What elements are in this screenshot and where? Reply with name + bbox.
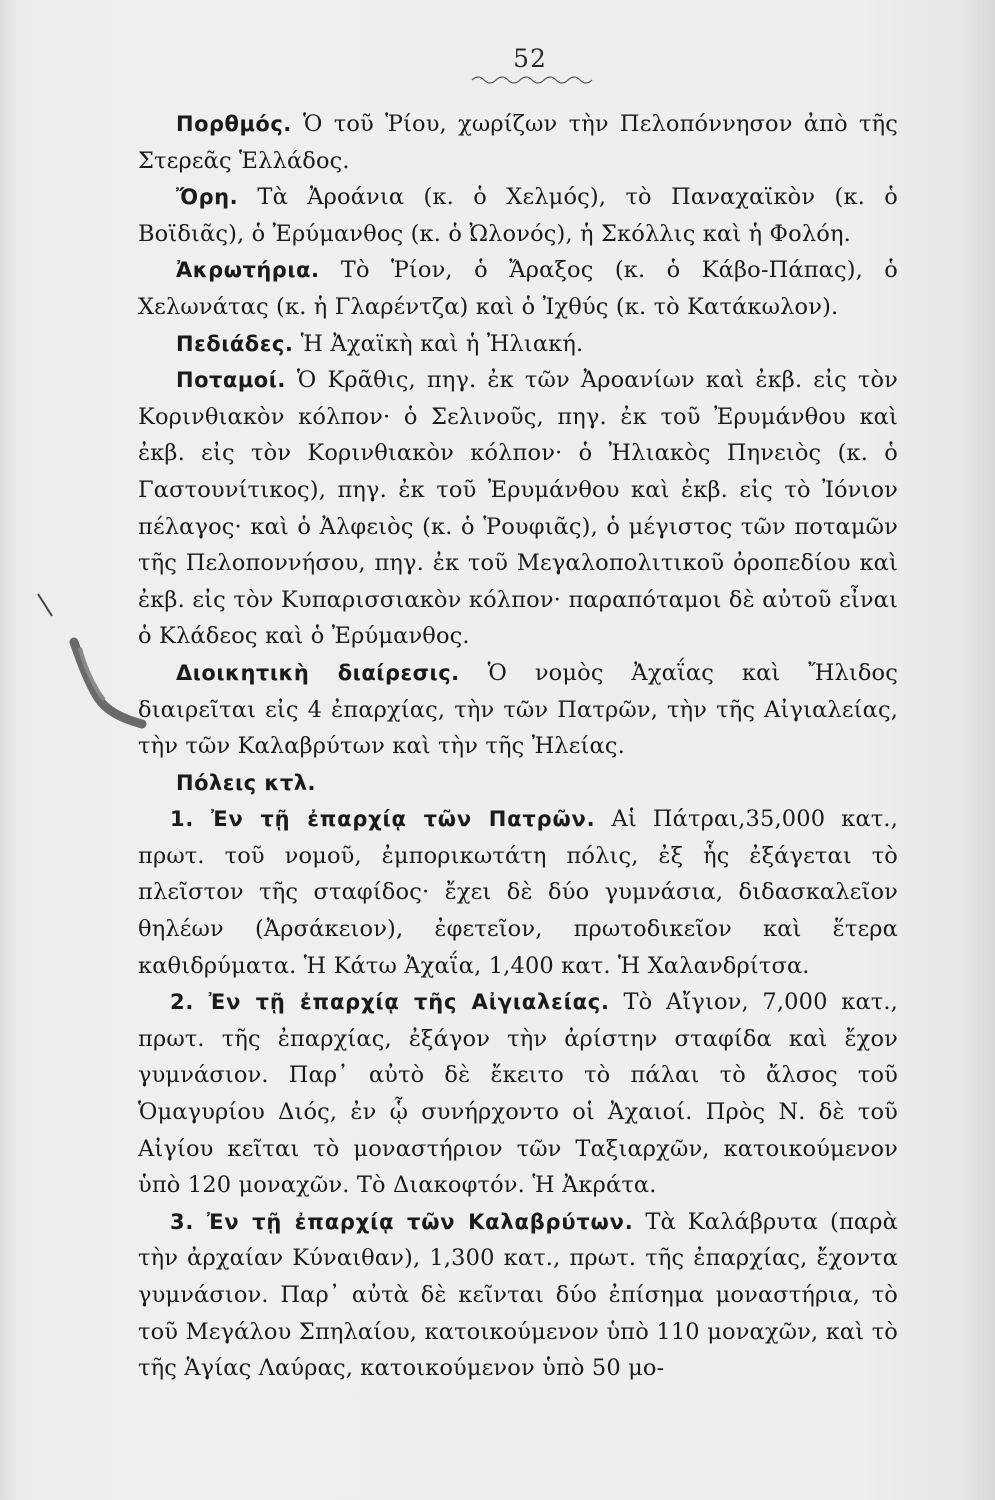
paragraph-section-2 [138, 984, 898, 1204]
text-potamoi: Ὁ Κρᾶθις, πηγ. ἐκ τῶν Ἀροανίων καὶ ἐκβ. εἰς τὸν Κορινθιακὸν κόλπον· ὁ Σελινοῦς, πηγ. ἐκ τοῦ Ἐρυμάνθου καὶ ἐκβ. εἰς τὸν Κορινθιακὸν κόλπον· ὁ Ἠλιακὸς Πηνειὸς (κ. ὁ Γαστουνίτικος), πηγ. ἐκ τοῦ Ἐρυμάνθου καὶ ἐκβ. εἰς τὸ Ἰόνιον πέλαγος· καὶ ὁ Ἀλφειὸς (κ. ὁ Ῥουφιᾶς), ὁ μέγιστος τῶν ποταμῶν τῆς Πελοποννήσου, πηγ. ἐκ τοῦ Μεγαλοπολιτικοῦ ὀροπεδίου καὶ ἐκβ. εἰς τὸν Κυπαρισσιακὸν κόλπον· παραπόταμοι δὲ αὐτοῦ εἶναι ὁ Κλάδεος καὶ ὁ Ἐρύμανθος. [138, 367, 898, 650]
page-text [138, 106, 898, 1387]
text-section-1: Αἱ Πάτραι,35,000 κατ., πρωτ. τοῦ νομοῦ, ἐμπορικωτάτη πόλις, ἐξ ἧς ἐξάγεται τὸ πλεῖστον τῆς σταφίδος· ἔχει δὲ δύο γυμνάσια, διδασκαλεῖον θηλέων (Ἀρσάκειον), ἐφετεῖον, πρωτοδικεῖον καὶ ἕτερα καθιδρύματα. Ἡ Κάτω Ἀχαΐα, 1,400 κατ. Ἡ Χαλανδρίτσα. [138, 806, 898, 979]
page-scratch-mark [30, 590, 150, 730]
heading-porthmos: Πορθμός. [176, 112, 292, 136]
text-dioikitiki: Ὁ νομὸς Ἀχαΐας καὶ Ἤλιδος διαιρεῖται εἰς 4 ἐπαρχίας, τὴν τῶν Πατρῶν, τὴν τῆς Αἰγιαλείας, τὴν τῶν Καλαβρύτων καὶ τὴν τῆς Ἠλείας. [138, 659, 898, 760]
heading-section-3: 3. Ἐν τῇ ἐπαρχίᾳ τῶν Καλαβρύτων. [170, 1209, 634, 1234]
text-akrotiria: Τὸ Ῥίον, ὁ Ἄραξος (κ. ὁ Κάβο-Πάπας), ὁ Χελωνάτας (κ. ἡ Γλαρέντζα) καὶ ὁ Ἰχθύς (κ. τὸ Κατάκωλον). [138, 257, 898, 320]
heading-potamoi: Ποταμοί. [176, 368, 286, 393]
paragraph-porthmos [138, 106, 898, 179]
wavy-rule-ornament [470, 72, 596, 86]
paragraph-akrotiria [138, 252, 898, 325]
heading-section-1: 1. Ἐν τῇ ἐπαρχίᾳ τῶν Πατρῶν. [170, 807, 596, 832]
paragraph-section-3 [138, 1204, 898, 1387]
heading-ori: Ὄρη. [176, 185, 239, 210]
text-pediades: Ἡ Ἀχαϊκὴ καὶ ἡ Ἠλιακή. [300, 330, 584, 357]
heading-poleis: Πόλεις κτλ. [176, 770, 317, 795]
text-porthmos: Ὁ τοῦ Ῥίου, χωρίζων τὴν Πελοπόννησον ἀπὸ τῆς Στερεᾶς Ἑλλάδος. [138, 111, 898, 174]
heading-section-2: 2. Ἐν τῇ ἐπαρχίᾳ τῆς Αἰγιαλείας. [170, 990, 610, 1015]
paragraph-potamoi [138, 362, 898, 655]
paragraph-poleis [138, 765, 898, 802]
text-section-2: Τὸ Αἴγιον, 7,000 κατ., πρωτ. τῆς ἐπαρχίας, ἐξάγον τὴν ἀρίστην σταφίδα καὶ ἔχον γυμνάσιον. Παρ᾽ αὐτὸ δὲ ἔκειτο τὸ πάλαι τὸ ἄλσος τοῦ Ὁμαγυρίου Διός, ἐν ᾧ συνήρχοντο οἱ Ἀχαιοί. Πρὸς Ν. δὲ τοῦ Αἰγίου κεῖται τὸ μοναστήριον τῶν Ταξιαρχῶν, κατοικούμενον ὑπὸ 120 μοναχῶν. Τὸ Διακοφτόν. Ἡ Ἀκράτα. [138, 989, 898, 1199]
text-ori: Τὰ Ἀροάνια (κ. ὁ Χελμός), τὸ Παναχαϊκὸν (κ. ὁ Βοϊδιᾶς), ὁ Ἐρύμανθος (κ. ὁ Ὠλονός), ἡ Σκόλλις καὶ ἡ Φολόη. [138, 184, 898, 247]
paragraph-ori [138, 179, 898, 252]
heading-akrotiria: Ἀκρωτήρια. [176, 258, 320, 283]
text-section-3: Τὰ Καλάβρυτα (παρὰ τὴν ἀρχαίαν Κύναιθαν), 1,300 κατ., πρωτ. τῆς ἐπαρχίας, ἔχοντα γυμνάσιον. Παρ᾽ αὐτὰ δὲ κεῖνται δύο ἐπίσημα μοναστήρια, τὸ τοῦ Μεγάλου Σπηλαίου, κατοικούμενον ὑπὸ 110 μοναχῶν, καὶ τὸ τῆς Ἁγίας Λαύρας, κατοικούμενον ὑπὸ 50 μο- [138, 1208, 898, 1382]
heading-pediades: Πεδιάδες. [176, 331, 294, 356]
page-number: 52 [513, 44, 547, 73]
paragraph-dioikitiki [138, 655, 898, 765]
paragraph-section-1 [138, 801, 898, 984]
heading-dioikitiki: Διοικητικὴ διαίρεσις. [176, 660, 460, 685]
paragraph-pediades [138, 326, 898, 363]
